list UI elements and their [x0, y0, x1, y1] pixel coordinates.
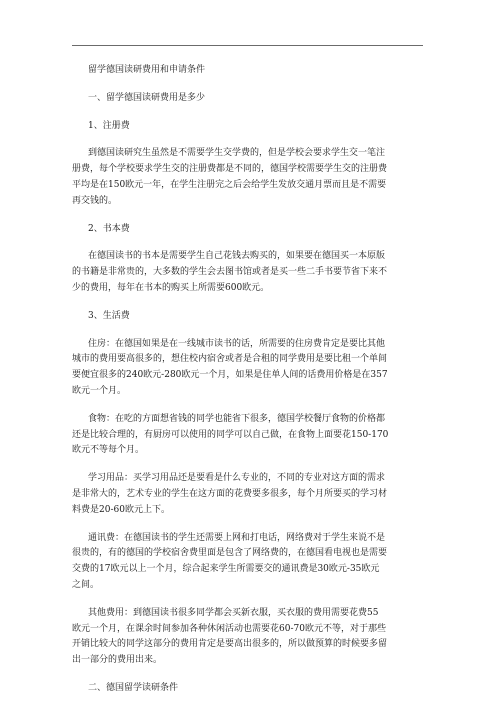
paragraph-study-supplies — [72, 471, 408, 518]
text-line: 开销比较大的同学这部分的费用肯定是要高出很多的，所以做预算的时候要多留 — [72, 639, 388, 650]
text-line: 平均是在150欧元一年，在学生注册完之后会给学生发放交通月票而且是不需要 — [72, 179, 387, 190]
text-line: 是非常大的，艺术专业的学生在这方面的花费要多很多，每个月所要买的学习材 — [72, 488, 388, 499]
text-line: 在德国读书的书本是需要学生自己花钱去购买的，如果要在德国买一本原版 — [88, 251, 386, 262]
paragraph-food — [72, 412, 408, 459]
subsection-2-heading: 2、书本费 — [88, 223, 130, 234]
document-title: 留学德国读研费用和申请条件 — [88, 65, 206, 75]
paragraph-communication — [72, 531, 408, 594]
text-line: 要便宜很多的240欧元-280欧元一个月，如果是住单人间的话费用价格是在357 — [72, 370, 388, 381]
section-2-heading: 二、德国留学读研条件 — [88, 682, 179, 693]
text-line: 欧元一个月。 — [72, 385, 127, 396]
paragraph-other-costs — [72, 606, 408, 669]
text-line: 之间。 — [72, 579, 100, 590]
text-line: 欧元一个月，在课余时间参加各种休闲活动也需要花60-70欧元不等，对于那些 — [72, 623, 386, 634]
text-line: 的书籍是非常贵的，大多数的学生会去图书馆或者是买一些二手书要节省下来不 — [72, 267, 388, 278]
text-line: 住房：在德国如果是在一线城市读书的话，所需要的住房费肯定是要比其他 — [88, 338, 386, 349]
text-line: 城市的费用要高很多的，想住校内宿舍或者是合租的同学费用是要比租一个单间 — [72, 354, 388, 365]
text-line: 少的费用，每年在书本的购买上所需要600欧元。 — [72, 282, 270, 293]
text-line: 很贵的，有的德国的学校宿舍费里面是包含了网络费的，在德国看电视也是需要 — [72, 548, 388, 559]
text-line: 其他费用：到德国读书很多同学都会买新衣服，买衣服的费用需要花费55 — [88, 607, 379, 618]
paragraph-registration-fee — [72, 146, 408, 209]
text-line: 学习用品：买学习用品还是要看是什么专业的，不同的专业对这方面的需求 — [88, 473, 386, 484]
subsection-1-heading: 1、注册费 — [88, 120, 130, 131]
subsection-3-heading: 3、生活费 — [88, 310, 130, 321]
section-1-heading: 一、留学德国读研费用是多少 — [88, 92, 206, 103]
text-line: 欧元不等每个月。 — [72, 445, 145, 456]
paragraph-book-fee — [72, 249, 408, 296]
header-rule — [72, 45, 423, 46]
text-line: 册费，每个学校要求学生交的注册费都是不同的，德国学校需要学生交的注册费 — [72, 164, 388, 175]
document-body — [72, 63, 408, 697]
text-line: 食物：在吃的方面想省钱的同学也能省下很多，德国学校餐厅食物的价格都 — [88, 413, 386, 424]
paragraph-housing — [72, 337, 408, 400]
text-line: 还是比较合理的，有厨房可以使用的同学可以自己做，在食物上面要花150-170 — [72, 429, 389, 440]
text-line: 到德国读研究生虽然是不需要学生交学费的，但是学校会要求学生交一笔注 — [88, 148, 386, 159]
text-line: 再交钱的。 — [72, 195, 118, 206]
text-line: 通讯费：在德国读书的学生还需要上网和打电话，网络费对于学生来说不是 — [88, 532, 386, 543]
text-line: 交费的17欧元以上一个月，综合起来学生所需要交的通讯费是30欧元-35欧元 — [72, 564, 380, 575]
text-line: 料费是20-60欧元上下。 — [72, 504, 170, 515]
text-line: 出一部分的费用出来。 — [72, 655, 163, 666]
